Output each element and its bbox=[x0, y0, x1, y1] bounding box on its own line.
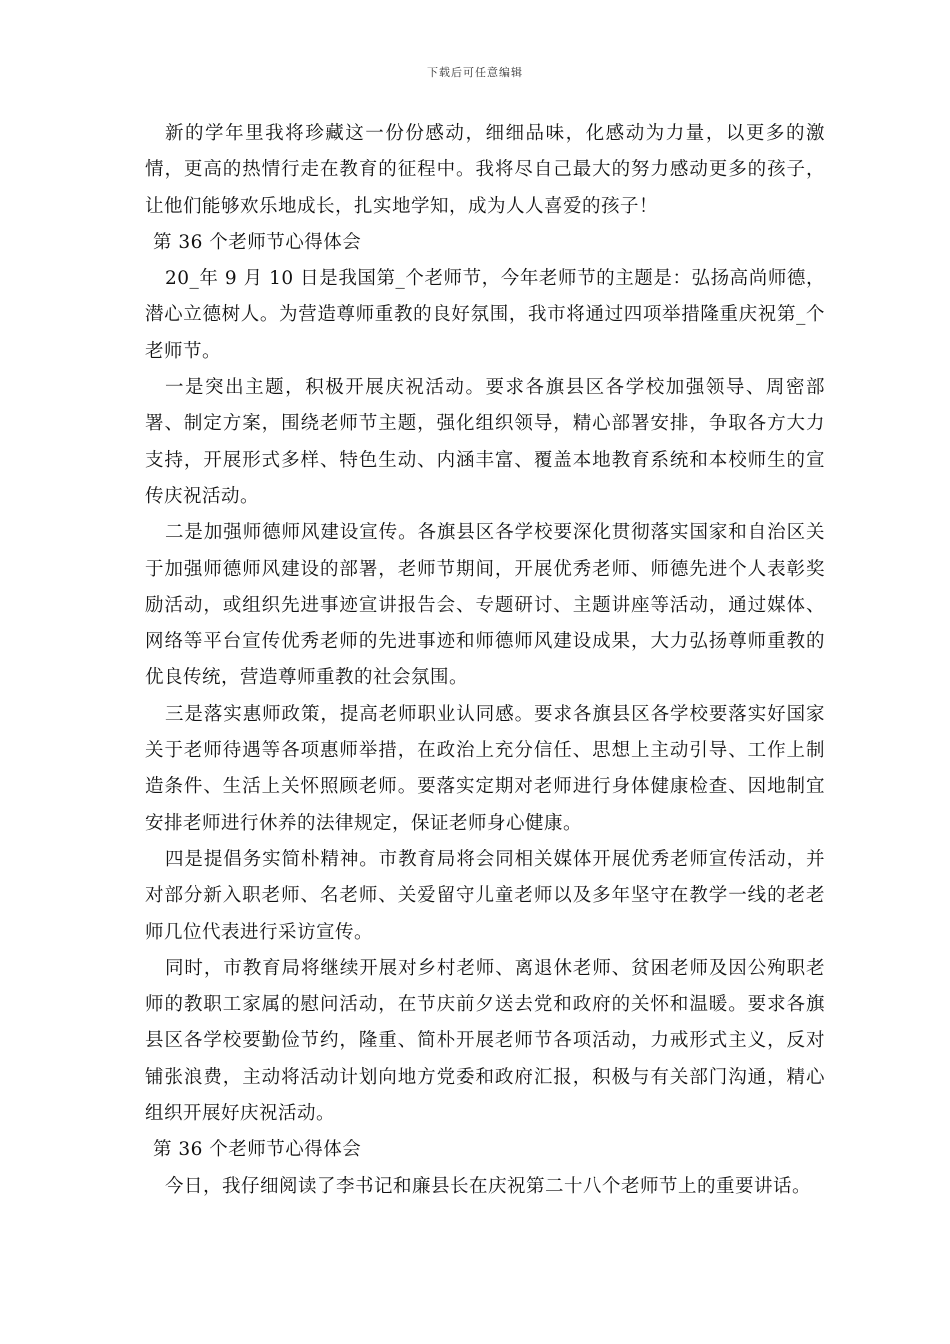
paragraph: 20_年 9 月 10 日是我国第_个老师节，今年老师节的主题是：弘扬高尚师德，潜心立德树人。为营造尊师重教的良好氛围，我市将通过四项举措隆重庆祝第_个老师节。 bbox=[145, 268, 825, 362]
paragraph: 同时，市教育局将继续开展对乡村老师、离退休老师、贫困老师及因公殉职老师的教职工家属的慰问活动，在节庆前夕送去党和政府的关怀和温暖。要求各旗县区各学校要勤俭节约，隆重、简朴开展老师节各项活动，力戒形式主义，反对铺张浪费，主动将活动计划向地方党委和政府汇报，积极与有关部门沟通，精心组织开展好庆祝活动。 bbox=[145, 957, 825, 1125]
page-header: 下载后可任意编辑 bbox=[427, 66, 523, 79]
paragraph: 三是落实惠师政策，提高老师职业认同感。要求各旗县区各学校要落实好国家关于老师待遇等各项惠师举措，在政治上充分信任、思想上主动引导、工作上制造条件、生活上关怀照顾老师。要落实定期对老师进行身体健康检查、因地制宜安排老师进行休养的法律规定，保证老师身心健康。 bbox=[145, 703, 825, 834]
paragraph: 四是提倡务实简朴精神。市教育局将会同相关媒体开展优秀老师宣传活动，并对部分新入职老师、名老师、关爱留守儿童老师以及多年坚守在教学一线的老老师几位代表进行采访宣传。 bbox=[145, 848, 825, 943]
paragraph: 二是加强师德师风建设宣传。各旗县区各学校要深化贯彻落实国家和自治区关于加强师德师风建设的部署，老师节期间，开展优秀老师、师德先进个人表彰奖励活动，或组织先进事迹宣讲报告会、专题研讨、主题讲座等活动，通过媒体、网络等平台宣传优秀老师的先进事迹和师德师风建设成果，大力弘扬尊师重教的优良传统，营造尊师重教的社会氛围。 bbox=[145, 522, 825, 689]
document-body bbox=[145, 116, 825, 1205]
section-heading: 第 36 个老师节心得体会 bbox=[153, 231, 362, 253]
section-heading: 第 36 个老师节心得体会 bbox=[153, 1139, 362, 1161]
paragraph: 一是突出主题，积极开展庆祝活动。要求各旗县区各学校加强领导、周密部署、制定方案，围绕老师节主题，强化组织领导，精心部署安排，争取各方大力支持，开展形式多样、特色生动、内涵丰富、覆盖本地教育系统和本校师生的宣传庆祝活动。 bbox=[145, 377, 825, 507]
paragraph: 新的学年里我将珍藏这一份份感动，细细品味，化感动为力量，以更多的激情，更高的热情行走在教育的征程中。我将尽自己最大的努力感动更多的孩子，让他们能够欢乐地成长，扎实地学知，成为人人喜爱的孩子！ bbox=[145, 123, 825, 217]
paragraph: 今日，我仔细阅读了李书记和廉县长在庆祝第二十八个老师节上的重要讲话。 bbox=[165, 1175, 812, 1197]
